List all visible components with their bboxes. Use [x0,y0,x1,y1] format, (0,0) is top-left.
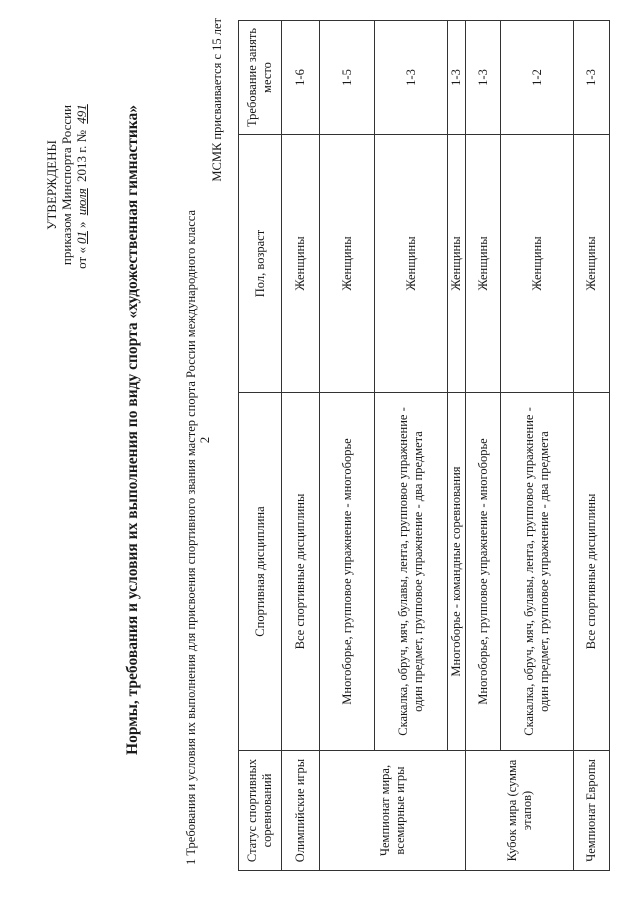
approval-stamp [44,55,89,315]
place-cell: 1-6 [282,21,320,135]
norms-table [238,20,610,871]
approval-year: 2013 г. № [74,129,89,182]
place-cell: 1-5 [320,21,375,135]
gender-cell: Женщины [448,135,466,393]
gender-cell: Женщины [574,135,610,393]
age-note: МСМК присваивается с 15 лет [210,18,224,182]
table-header-row [239,21,282,871]
approval-day: 01 [74,231,89,245]
approval-line-3 [74,55,89,315]
gender-cell: Женщины [501,135,574,393]
page-number: 2 [197,436,212,444]
status-cell: Чемпионат мира, всемирные игры [320,751,466,871]
place-cell: 1-2 [501,21,574,135]
discipline-cell: Многоборье, групповое упражнение - многоборье [320,393,375,751]
intro-paragraph: 1 Требования и условия их выполнения для присвоения спортивного звания мастер спорта России международного класса [184,209,198,865]
place-cell: 1-3 [375,21,448,135]
status-cell: Чемпионат Европы [574,751,610,871]
status-cell: Олимпийские игры [282,751,320,871]
approval-line-1: УТВЕРЖДЕНЫ [44,140,59,230]
gender-cell: Женщины [466,135,501,393]
place-cell: 1-3 [466,21,501,135]
status-cell: Кубок мира (сумма этапов) [466,751,574,871]
discipline-cell: Скакалка, обруч, мяч, булавы, лента, групповое упражнение - один предмет, групповое упражнение - два предмета [501,393,574,751]
discipline-cell: Многоборье - командные соревнования [448,393,466,751]
approval-month: июля [74,188,89,216]
document-title: Нормы, требования и условия их выполнения по виду спорта «художественная гимнастика» [124,105,141,755]
table-row [320,21,375,871]
gender-cell: Женщины [375,135,448,393]
discipline-cell: Все спортивные дисциплины [282,393,320,751]
place-cell: 1-3 [574,21,610,135]
table-row [375,21,448,871]
gender-cell: Женщины [282,135,320,393]
approval-mid: » [74,221,89,229]
approval-prefix: от « [74,247,89,269]
table-row [501,21,574,871]
approval-line-2: приказом Минспорта России [59,104,74,266]
discipline-cell: Все спортивные дисциплины [574,393,610,751]
header-status: Статус спортивных соревнований [239,751,282,871]
table-row [282,21,320,871]
place-cell: 1-3 [448,21,466,135]
table-row [448,21,466,871]
table-row [466,21,501,871]
discipline-cell: Скакалка, обруч, мяч, булавы, лента, групповое упражнение - один предмет, групповое упражнение - два предмета [375,393,448,751]
discipline-cell: Многоборье, групповое упражнение - многоборье [466,393,501,751]
header-discipline: Спортивная дисциплина [239,393,282,751]
header-place: Требование занять место [239,21,282,135]
approval-number: 491 [74,104,89,124]
header-gender: Пол, возраст [239,135,282,393]
table-row [574,21,610,871]
gender-cell: Женщины [320,135,375,393]
